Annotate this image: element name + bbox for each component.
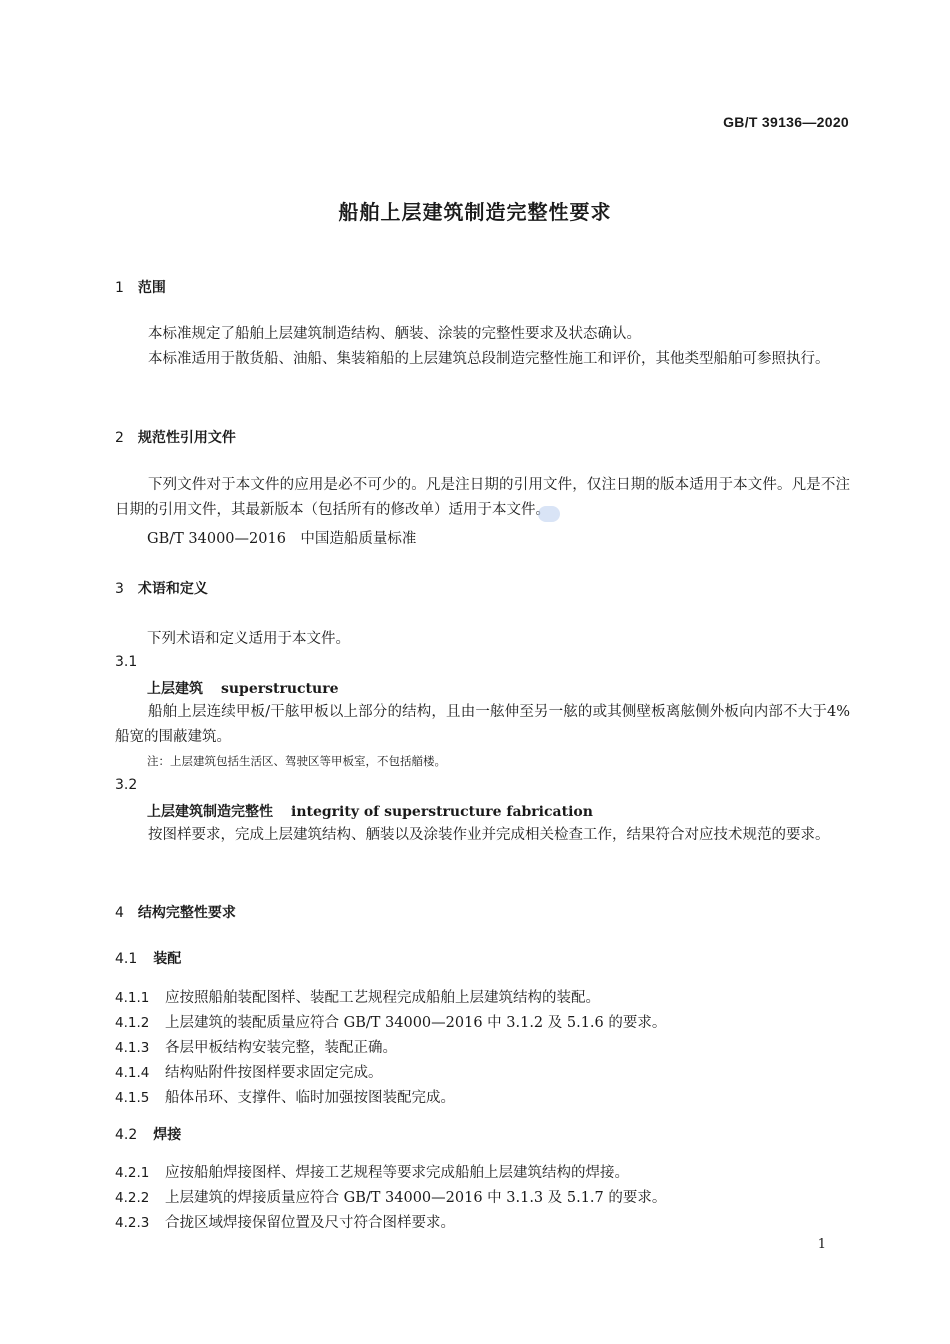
section-heading-terms: [115, 578, 208, 598]
term-number: 3.1: [115, 654, 138, 670]
term-english: superstructure: [221, 681, 339, 697]
scope-paragraph-1: 本标准规定了船舶上层建筑制造结构、舾装、涂装的完整性要求及状态确认。: [148, 326, 641, 342]
highlight-mark: [538, 506, 560, 522]
term-entry: [147, 678, 339, 698]
term-definition: 按图样要求，完成上层建筑结构、舾装以及涂装作业并完成相关检查工作，结果符合对应技术规范的要求。: [148, 827, 830, 843]
list-item: [115, 1011, 666, 1032]
term-chinese: 上层建筑制造完整性: [147, 804, 273, 820]
references-paragraph: 下列文件对于本文件的应用是必不可少的。凡是注日期的引用文件，仅注日期的版本适用于本文件。凡是不注日期的引用文件，其最新版本（包括所有的修改单）适用于本文件。: [115, 477, 850, 518]
item-number: 4.1.1: [115, 990, 150, 1006]
item-text: 合拢区域焊接保留位置及尺寸符合图样要求。: [165, 1215, 455, 1231]
section-number: 1: [115, 280, 124, 296]
item-number: 4.1.5: [115, 1090, 150, 1106]
item-text: 上层建筑的装配质量应符合 GB/T 34000—2016 中 3.1.2 及 5.1.6 的要求。: [165, 1015, 667, 1031]
subsection-heading-welding: [115, 1124, 181, 1144]
item-number: 4.1.3: [115, 1040, 150, 1056]
section-heading-structural-integrity: [115, 902, 236, 922]
subsection-title: 焊接: [153, 1127, 182, 1143]
list-item: [115, 1186, 666, 1207]
term-note: 注：上层建筑包括生活区、驾驶区等甲板室，不包括艏楼。: [147, 754, 446, 768]
list-item: [115, 1036, 397, 1057]
item-text: 应按船舶焊接图样、焊接工艺规程等要求完成船舶上层建筑结构的焊接。: [165, 1165, 629, 1181]
term-entry: [147, 801, 593, 821]
reference-entry: GB/T 34000—2016 中国造船质量标准: [147, 531, 417, 547]
item-number: 4.2.3: [115, 1215, 150, 1231]
term-definition: 船舶上层连续甲板/干舷甲板以上部分的结构，且由一舷伸至另一舷的或其侧壁板离舷侧外板向内部不大于4%船宽的围蔽建筑。: [115, 704, 850, 745]
subsection-number: 4.1: [115, 951, 138, 967]
item-text: 结构贴附件按图样要求固定完成。: [165, 1065, 383, 1081]
list-item: [115, 1211, 455, 1232]
term-number: 3.2: [115, 777, 138, 793]
item-text: 各层甲板结构安装完整，装配正确。: [165, 1040, 397, 1056]
section-number: 2: [115, 430, 124, 446]
item-number: 4.2.2: [115, 1190, 150, 1206]
list-item: [115, 1061, 383, 1082]
subsection-number: 4.2: [115, 1127, 138, 1143]
subsection-heading-assembly: [115, 948, 181, 968]
page-number: 1: [817, 1237, 826, 1252]
item-text: 船体吊环、支撑件、临时加强按图装配完成。: [165, 1090, 455, 1106]
term-english: integrity of superstructure fabrication: [291, 804, 593, 820]
terms-intro: 下列术语和定义适用于本文件。: [147, 631, 350, 647]
section-heading-normative-references: [115, 427, 236, 447]
section-heading-scope: [115, 277, 166, 297]
item-text: 上层建筑的焊接质量应符合 GB/T 34000—2016 中 3.1.3 及 5.1.7 的要求。: [165, 1190, 667, 1206]
section-number: 3: [115, 581, 124, 597]
section-number: 4: [115, 905, 124, 921]
list-item: [115, 1161, 629, 1182]
item-text: 应按照船舶装配图样、装配工艺规程完成船舶上层建筑结构的装配。: [165, 990, 600, 1006]
section-title: 术语和定义: [137, 581, 208, 597]
page-title: 船舶上层建筑制造完整性要求: [338, 200, 612, 224]
standard-number: GB/T 39136—2020: [723, 114, 849, 130]
section-title: 规范性引用文件: [137, 430, 236, 446]
item-number: 4.1.2: [115, 1015, 150, 1031]
subsection-title: 装配: [153, 951, 182, 967]
section-title: 结构完整性要求: [137, 905, 236, 921]
list-item: [115, 1086, 455, 1107]
scope-paragraph-2: 本标准适用于散货船、油船、集装箱船的上层建筑总段制造完整性施工和评价，其他类型船舶可参照执行。: [148, 351, 830, 367]
list-item: [115, 986, 600, 1007]
section-title: 范围: [137, 280, 166, 296]
term-chinese: 上层建筑: [147, 681, 203, 697]
item-number: 4.2.1: [115, 1165, 150, 1181]
item-number: 4.1.4: [115, 1065, 150, 1081]
